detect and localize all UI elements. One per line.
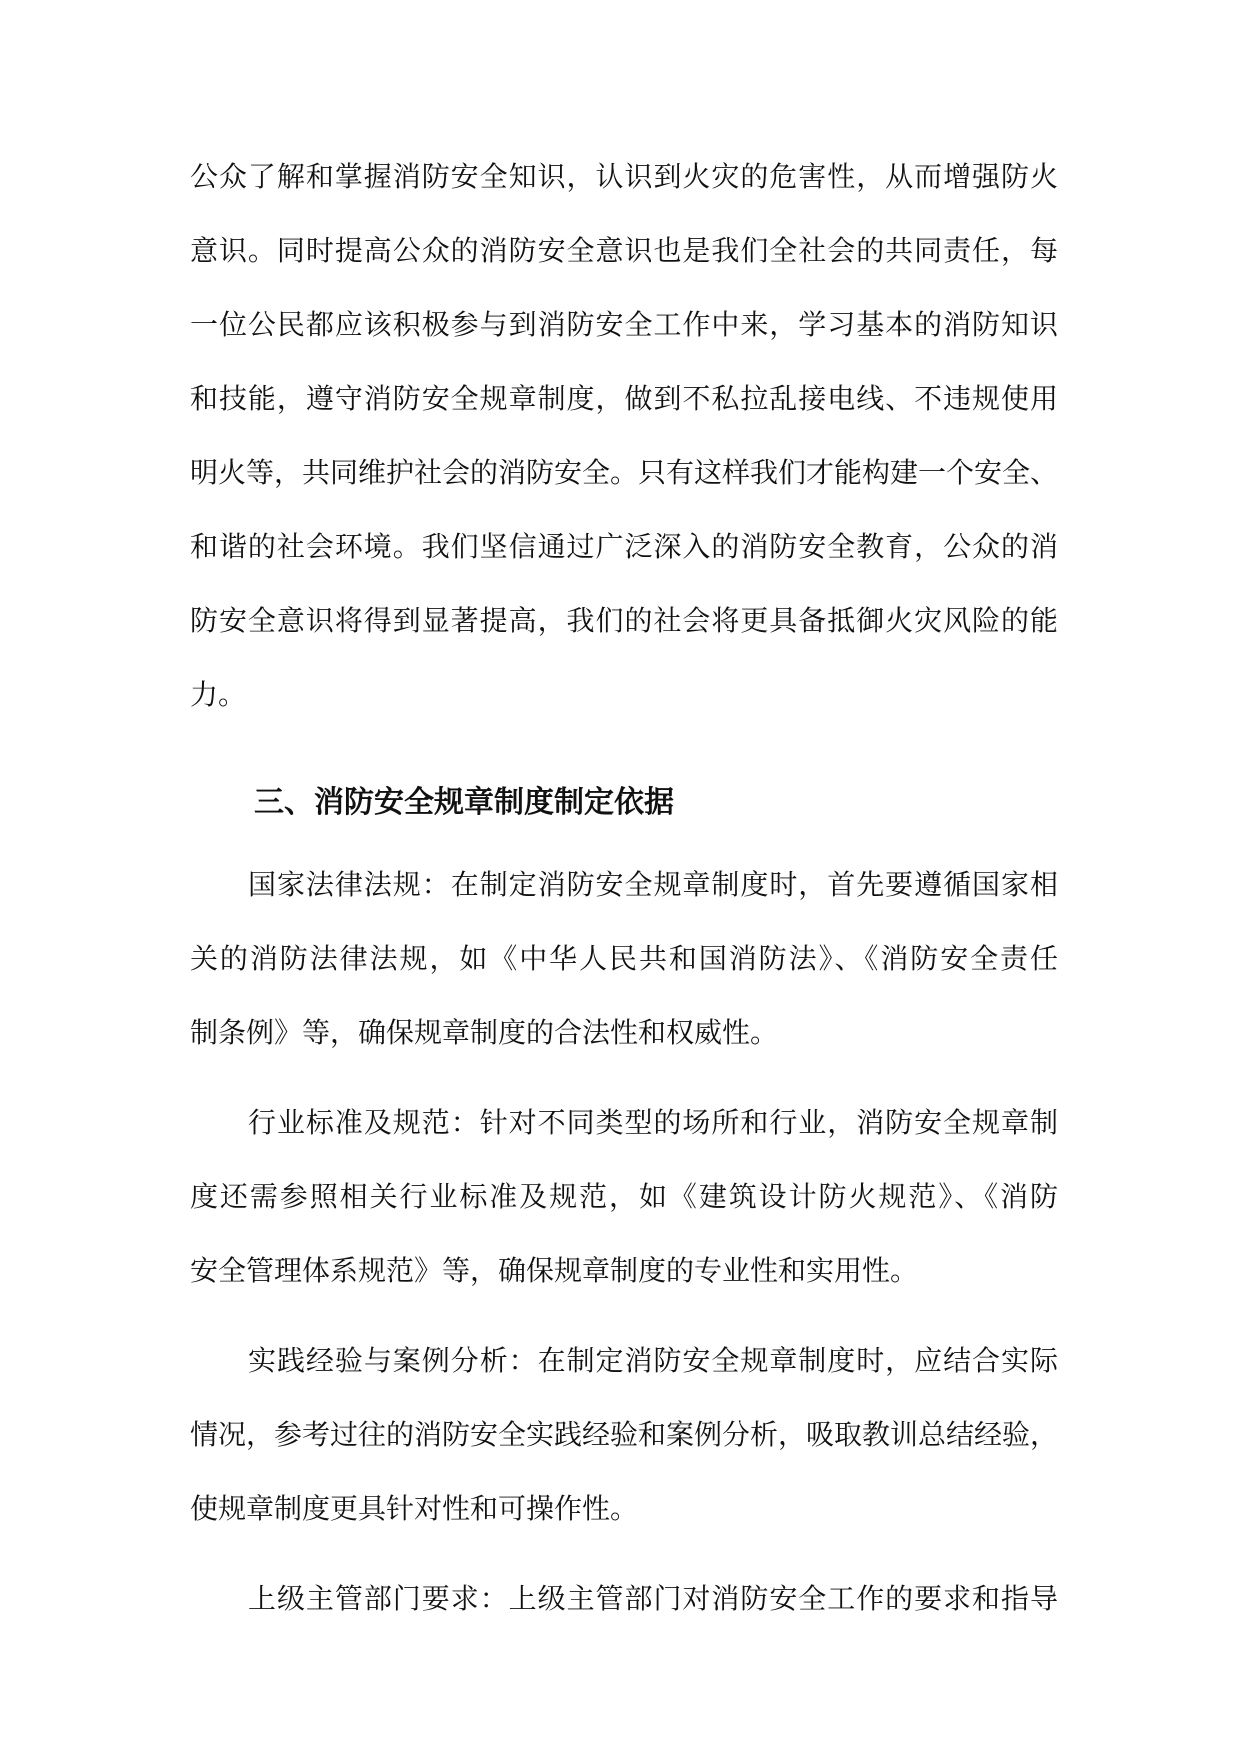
text-line: 关的消防法律法规，如《中华人民共和国消防法》、《消防安全责任 (190, 942, 1058, 975)
text-line: 上级主管部门要求：上级主管部门对消防安全工作的要求和指导 (248, 1582, 1058, 1615)
text-line: 制条例》等，确保规章制度的合法性和权威性。 (190, 1016, 779, 1049)
text-line: 一位公民都应该积极参与到消防安全工作中来，学习基本的消防知识 (190, 308, 1058, 341)
document-body (190, 140, 1058, 1652)
text-line: 和谐的社会环境。我们坚信通过广泛深入的消防安全教育，公众的消 (190, 530, 1058, 563)
intro-paragraph (190, 140, 1058, 732)
paragraph-laws (190, 848, 1058, 1070)
paragraph-experience (190, 1324, 1058, 1546)
paragraph-standards (190, 1086, 1058, 1308)
text-line: 情况，参考过往的消防安全实践经验和案例分析，吸取教训总结经验， (190, 1418, 1059, 1451)
paragraph-authority (190, 1562, 1058, 1636)
text-line: 使规章制度更具针对性和可操作性。 (190, 1492, 639, 1525)
text-line: 度还需参照相关行业标准及规范，如《建筑设计防火规范》、《消防 (190, 1180, 1058, 1213)
text-line: 明火等，共同维护社会的消防安全。只有这样我们才能构建一个安全、 (190, 456, 1059, 489)
section-heading: 三、消防安全规章制度制定依据 (254, 785, 674, 820)
text-line: 力。 (190, 678, 247, 711)
text-line: 意识。同时提高公众的消防安全意识也是我们全社会的共同责任，每 (190, 234, 1058, 267)
text-line: 公众了解和掌握消防安全知识，认识到火灾的危害性，从而增强防火 (190, 160, 1058, 193)
text-line: 国家法律法规：在制定消防安全规章制度时，首先要遵循国家相 (248, 868, 1058, 901)
text-line: 行业标准及规范：针对不同类型的场所和行业，消防安全规章制 (248, 1106, 1058, 1139)
text-line: 防安全意识将得到显著提高，我们的社会将更具备抵御火灾风险的能 (190, 604, 1058, 637)
text-line: 安全管理体系规范》等，确保规章制度的专业性和实用性。 (190, 1254, 919, 1287)
text-line: 实践经验与案例分析：在制定消防安全规章制度时，应结合实际 (248, 1344, 1058, 1377)
text-line: 和技能，遵守消防安全规章制度，做到不私拉乱接电线、不违规使用 (190, 382, 1058, 415)
